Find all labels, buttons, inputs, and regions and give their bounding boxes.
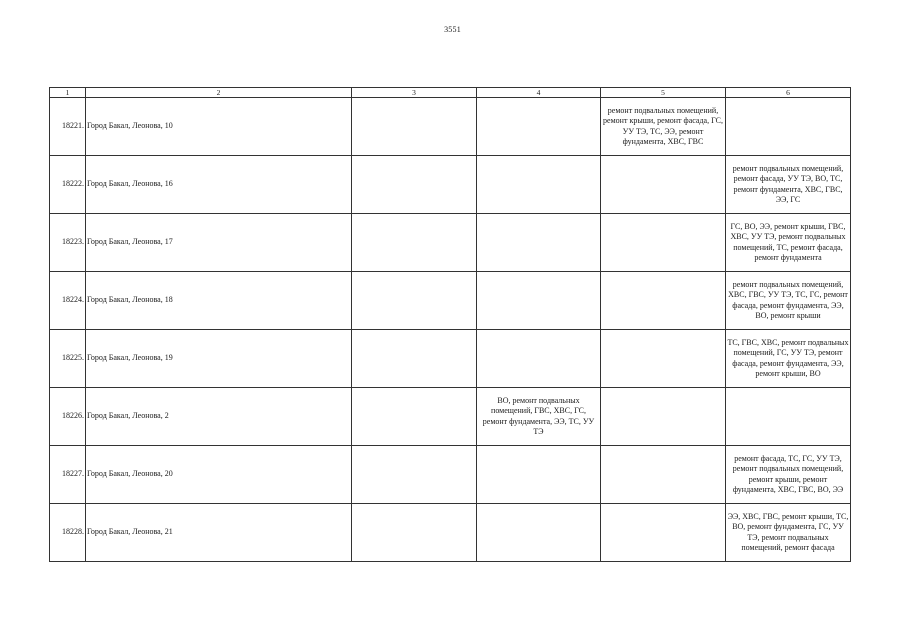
column-header-2: 2 <box>86 88 352 98</box>
row-col3 <box>352 98 477 156</box>
row-number: 18228. <box>50 504 86 562</box>
row-address: Город Бакал, Леонова, 10 <box>86 98 352 156</box>
row-col5 <box>601 504 726 562</box>
row-col5 <box>601 272 726 330</box>
row-number: 18226. <box>50 388 86 446</box>
row-col3 <box>352 446 477 504</box>
row-col4 <box>477 214 601 272</box>
row-address: Город Бакал, Леонова, 2 <box>86 388 352 446</box>
row-number: 18221. <box>50 98 86 156</box>
row-address: Город Бакал, Леонова, 17 <box>86 214 352 272</box>
row-col5 <box>601 330 726 388</box>
table-row <box>50 446 851 504</box>
row-number: 18227. <box>50 446 86 504</box>
registry-table <box>49 87 851 562</box>
row-address: Город Бакал, Леонова, 18 <box>86 272 352 330</box>
row-col6: ГС, ВО, ЭЭ, ремонт крыши, ГВС, ХВС, УУ ТЭ, ремонт подвальных помещений, ТС, ремонт фасада, ремонт фундамента <box>726 214 851 272</box>
row-address: Город Бакал, Леонова, 19 <box>86 330 352 388</box>
row-col6: ТС, ГВС, ХВС, ремонт подвальных помещений, ГС, УУ ТЭ, ремонт фасада, ремонт фундамента, ЭЭ, ремонт крыши, ВО <box>726 330 851 388</box>
header-row <box>50 88 851 98</box>
row-col6: ремонт подвальных помещений, ХВС, ГВС, УУ ТЭ, ТС, ГС, ремонт фасада, ремонт фундамента, ЭЭ, ВО, ремонт крыши <box>726 272 851 330</box>
row-col6 <box>726 388 851 446</box>
row-col5: ремонт подвальных помещений, ремонт крыши, ремонт фасада, ГС, УУ ТЭ, ТС, ЭЭ, ремонт фундамента, ХВС, ГВС <box>601 98 726 156</box>
table-row <box>50 330 851 388</box>
row-col3 <box>352 504 477 562</box>
column-header-3: 3 <box>352 88 477 98</box>
row-col4: ВО, ремонт подвальных помещений, ГВС, ХВС, ГС, ремонт фундамента, ЭЭ, ТС, УУ ТЭ <box>477 388 601 446</box>
row-number: 18222. <box>50 156 86 214</box>
table-body <box>50 98 851 562</box>
row-col5 <box>601 214 726 272</box>
column-header-4: 4 <box>477 88 601 98</box>
row-col6: ЭЭ, ХВС, ГВС, ремонт крыши, ТС, ВО, ремонт фундамента, ГС, УУ ТЭ, ремонт подвальных помещений, ремонт фасада <box>726 504 851 562</box>
table-row <box>50 156 851 214</box>
row-col3 <box>352 330 477 388</box>
row-col6 <box>726 98 851 156</box>
column-header-1: 1 <box>50 88 86 98</box>
row-number: 18225. <box>50 330 86 388</box>
row-col4 <box>477 272 601 330</box>
row-col6: ремонт фасада, ТС, ГС, УУ ТЭ, ремонт подвальных помещений, ремонт крыши, ремонт фундамента, ХВС, ГВС, ВО, ЭЭ <box>726 446 851 504</box>
row-col4 <box>477 330 601 388</box>
row-number: 18223. <box>50 214 86 272</box>
table-row <box>50 214 851 272</box>
row-col4 <box>477 446 601 504</box>
table-row <box>50 98 851 156</box>
row-col5 <box>601 446 726 504</box>
row-address: Город Бакал, Леонова, 20 <box>86 446 352 504</box>
row-col3 <box>352 214 477 272</box>
row-col4 <box>477 156 601 214</box>
row-col4 <box>477 98 601 156</box>
table-row <box>50 388 851 446</box>
page-number: 3551 <box>444 25 461 34</box>
table-header <box>50 88 851 98</box>
row-col5 <box>601 156 726 214</box>
row-col3 <box>352 388 477 446</box>
row-address: Город Бакал, Леонова, 16 <box>86 156 352 214</box>
row-col5 <box>601 388 726 446</box>
table-row <box>50 504 851 562</box>
row-address: Город Бакал, Леонова, 21 <box>86 504 352 562</box>
row-col4 <box>477 504 601 562</box>
table-row <box>50 272 851 330</box>
row-col3 <box>352 156 477 214</box>
row-col6: ремонт подвальных помещений, ремонт фасада, УУ ТЭ, ВО, ТС, ремонт фундамента, ХВС, ГВС, ЭЭ, ГС <box>726 156 851 214</box>
row-col3 <box>352 272 477 330</box>
row-number: 18224. <box>50 272 86 330</box>
column-header-6: 6 <box>726 88 851 98</box>
column-header-5: 5 <box>601 88 726 98</box>
